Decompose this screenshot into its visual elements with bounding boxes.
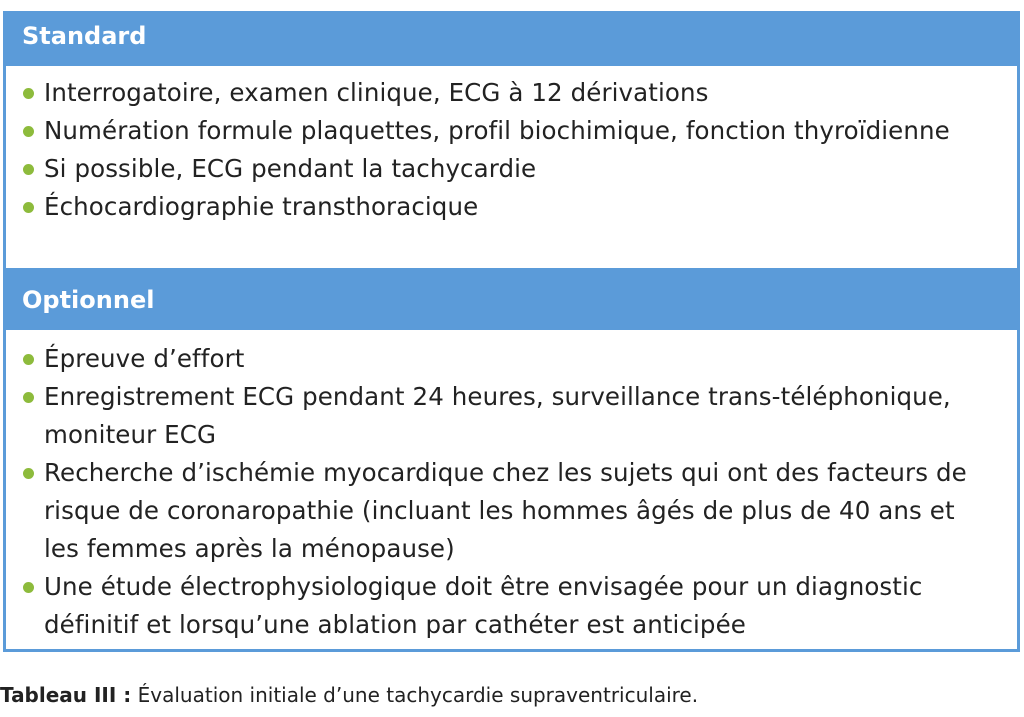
list-item (6, 188, 1017, 226)
optionnel-list (6, 340, 1017, 644)
section-header-standard (6, 14, 1017, 66)
bullet-dot-icon (23, 354, 34, 365)
list-item-text: Si possible, ECG pendant la tachycardie (44, 154, 537, 183)
bullet-dot-icon (23, 202, 34, 213)
list-item-text: Interrogatoire, examen clinique, ECG à 12 dérivations (44, 78, 709, 107)
bullet-dot-icon (23, 392, 34, 403)
evaluation-table (3, 11, 1020, 652)
bullet-dot-icon (23, 126, 34, 137)
list-item (6, 150, 1017, 188)
caption-label: Tableau III : (0, 683, 132, 707)
section-title-standard: Standard (22, 22, 147, 50)
list-item (6, 378, 1017, 454)
list-item (6, 112, 1017, 150)
table-caption (0, 682, 698, 708)
list-item-text: Enregistrement ECG pendant 24 heures, surveillance trans-téléphonique, moniteur ECG (44, 382, 951, 449)
list-item-text: Numération formule plaquettes, profil biochimique, fonction thyroïdienne (44, 116, 950, 145)
bullet-dot-icon (23, 164, 34, 175)
list-item (6, 568, 1017, 644)
section-header-optionnel (6, 268, 1017, 330)
list-item (6, 74, 1017, 112)
standard-list (6, 74, 1017, 226)
bullet-dot-icon (23, 582, 34, 593)
list-item-text: Une étude électrophysiologique doit être envisagée pour un diagnostic définitif et lorsqu’une ablation par cathéter est anticipée (44, 572, 923, 639)
list-item (6, 340, 1017, 378)
list-item-text: Échocardiographie transthoracique (44, 192, 479, 221)
bullet-dot-icon (23, 468, 34, 479)
bullet-dot-icon (23, 88, 34, 99)
section-title-optionnel: Optionnel (22, 286, 155, 314)
list-item-text: Épreuve d’effort (44, 344, 245, 373)
list-item-text: Recherche d’ischémie myocardique chez les sujets qui ont des facteurs de risque de coronaropathie (incluant les hommes âgés de plus de 40 ans et les femmes après la ménopause) (44, 458, 967, 563)
list-item (6, 454, 1017, 568)
caption-text: Évaluation initiale d’une tachycardie supraventriculaire. (131, 683, 699, 707)
